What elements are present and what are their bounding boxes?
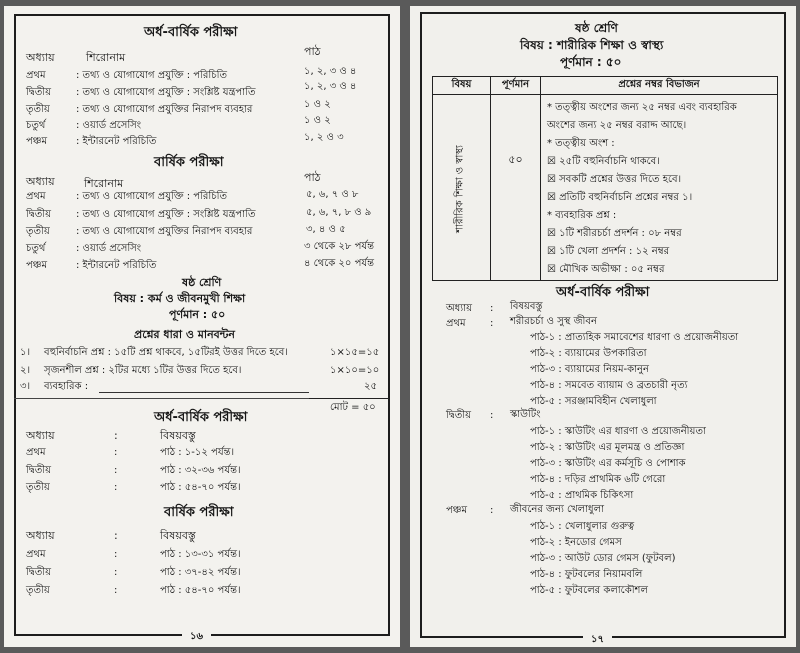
karmo-subject: বিষয় : কর্ম ও জীবনমুখী শিক্ষা — [114, 292, 246, 305]
an1-row-lesson: ৪ থেকে ২০ পর্যন্ত — [304, 258, 375, 269]
hy1-row-chapter: পঞ্চম — [26, 136, 48, 147]
ph-col-colon: : — [490, 303, 494, 314]
ph-lesson: পাঠ-৪ : সমবেত ব্যায়াম ও ব্রতচারী নৃত্য — [530, 380, 688, 391]
physical-full-marks: পূর্ণমান : ৫০ — [560, 55, 622, 69]
an2-row-colon: : — [114, 567, 118, 578]
an1-col-heading: শিরোনাম — [84, 177, 124, 190]
physical-class: ষষ্ঠ শ্রেণি — [575, 21, 618, 35]
distribution-line: ☒ ২৫টি বহুনির্বাচনি থাকবে। — [547, 156, 660, 167]
hy1-row-lesson: ১, ২, ৩ ও ৪ — [304, 81, 357, 92]
annual-2-title: বার্ষিক পরীক্ষা — [164, 505, 234, 520]
karmo-item-marks: ২৫ — [364, 381, 377, 392]
hy1-row-title: : তথ্য ও যোগাযোগ প্রযুক্তি : পরিচিতি — [76, 70, 228, 81]
ph-lesson: পাঠ-২ : স্কাউটিং এর মূলমন্ত্র ও প্রতিজ্ঞা — [530, 442, 685, 453]
an2-row-chapter: প্রথম — [26, 549, 46, 560]
hy1-col-lesson: পাঠ — [304, 45, 321, 58]
hy1-row-title: : ইন্টারনেট পরিচিতি — [76, 136, 157, 147]
ph-lesson: পাঠ-৩ : আউট ডোর গেমস (ফুটবল) — [530, 553, 676, 564]
distribution-line: ☒ সবকটি প্রশ্নের উত্তর দিতে হবে। — [547, 174, 682, 185]
karmo-full-marks: পূর্ণমান : ৫০ — [169, 308, 226, 321]
hy2-row-content: পাঠ : ৫৪-৭০ পর্যন্ত। — [160, 482, 241, 493]
hy2-row-content: পাঠ : ৩২-৩৬ পর্যন্ত। — [160, 465, 241, 476]
hy1-row-lesson: ১ ও ২ — [304, 99, 331, 110]
an1-row-lesson: ৫, ৬, ৭ ও ৮ — [306, 189, 359, 200]
physical-subject: বিষয় : শারীরিক শিক্ষা ও স্বাস্থ্য — [520, 38, 664, 52]
ph-lesson: পাঠ-৪ : দড়ির প্রাথমিক ৬টি গেরো — [530, 474, 666, 485]
ph-chapter-name: পঞ্চম — [446, 505, 468, 516]
ph-chapter-name: প্রথম — [446, 318, 466, 329]
hy2-row-colon: : — [114, 465, 118, 476]
ph-lesson: পাঠ-২ : ইনডোর গেমস — [530, 537, 622, 548]
right-page-number: ১৭ — [583, 632, 612, 647]
an2-row-chapter: তৃতীয় — [26, 585, 50, 596]
ph-lesson: পাঠ-১ : স্কাউটিং এর ধারণা ও প্রয়োজনীয়তা — [530, 426, 706, 437]
ph-lesson: পাঠ-১ : খেলাধুলার গুরুত্ব — [530, 521, 635, 532]
karmo-total: মোট = ৫০ — [330, 402, 376, 413]
ph-lesson: পাঠ-৩ : ব্যায়ামের নিয়ম-কানুন — [530, 364, 649, 375]
table-head-subject: বিষয় — [433, 77, 491, 95]
karmo-item-text: বহুনির্বাচনি প্রশ্ন : ১৫টি প্রশ্ন থাকবে, ১৫টিরই উত্তর দিতে হবে। — [44, 347, 288, 358]
distribution-line: * তত্ত্বীয় অংশের জন্য ২৫ নম্বর এবং ব্যবহারিক — [547, 102, 737, 113]
hy1-row-chapter: চতুর্থ — [26, 120, 46, 131]
an1-row-chapter: তৃতীয় — [26, 226, 50, 237]
hy2-row-chapter: দ্বিতীয় — [26, 465, 52, 476]
ph-lesson: পাঠ-৪ : ফুটবলের নিয়ামবলি — [530, 569, 643, 580]
half-yearly-2-title: অর্ধ-বার্ষিক পরীক্ষা — [154, 410, 248, 425]
ph-chapter-colon: : — [490, 410, 494, 421]
half-yearly-1-title: অর্ধ-বার্ষিক পরীক্ষা — [144, 25, 238, 40]
an2-col-colon: : — [114, 529, 118, 542]
an1-row-chapter: পঞ্চম — [26, 260, 48, 271]
distribution-line: * ব্যবহারিক প্রশ্ন : — [547, 210, 617, 221]
ph-lesson: পাঠ-৫ : সরঞ্জামবিহীন খেলাধুলা — [530, 396, 657, 407]
hy1-col-heading: শিরোনাম — [86, 51, 126, 64]
right-page — [410, 6, 796, 647]
hy2-row-chapter: প্রথম — [26, 447, 46, 458]
an2-col-content: বিষয়বস্তু — [160, 529, 196, 542]
hy1-col-chapter: অধ্যায় — [26, 51, 55, 64]
annual-1-title: বার্ষিক পরীক্ষা — [154, 155, 224, 170]
ph-chapter-title: শরীরচর্চা ও সুস্থ জীবন — [510, 316, 597, 327]
karmo-item-marks: ১×১৫=১৫ — [330, 347, 380, 358]
karmo-item-marks: ১×১০=১০ — [330, 365, 380, 376]
hy1-row-chapter: দ্বিতীয় — [26, 87, 52, 98]
ph-lesson: পাঠ-১ : প্রাত্যহিক সমাবেশের ধারণা ও প্রয়োজনীয়তা — [530, 332, 739, 343]
an1-row-title: : ইন্টারনেট পরিচিতি — [76, 260, 157, 271]
table-subject-cell — [433, 95, 491, 281]
ph-lesson: পাঠ-২ : ব্যায়ামের উপকারিতা — [530, 348, 647, 359]
an1-row-lesson: ৩ থেকে ২৮ পর্যন্ত — [304, 241, 375, 252]
total-divider — [309, 398, 389, 399]
karmo-item-no: ২। — [20, 365, 31, 376]
hy2-row-chapter: তৃতীয় — [26, 482, 50, 493]
an2-row-content: পাঠ : ৩৭-৪২ পর্যন্ত। — [160, 567, 241, 578]
hy1-row-title: : ওয়ার্ড প্রসেসিং — [76, 120, 142, 131]
karmo-distribution-title: প্রশ্নের ধারা ও মানবন্টন — [134, 328, 235, 341]
hy2-col-chapter: অধ্যায় — [26, 429, 55, 442]
table-head-distribution: প্রশ্নের নম্বর বিভাজন — [541, 77, 778, 95]
hy2-row-content: পাঠ : ১-১২ পর্যন্ত। — [160, 447, 235, 458]
an1-row-chapter: চতুর্থ — [26, 243, 46, 254]
an1-col-chapter: অধ্যায় — [26, 175, 55, 188]
section-divider — [14, 398, 309, 399]
distribution-line: ☒ মৌখিক অভীক্ষা : ০৫ নম্বর — [547, 264, 665, 275]
ph-lesson: পাঠ-৫ : ফুটবলের কলাকৌশল — [530, 585, 648, 596]
ph-lesson: পাঠ-৫ : প্রাথমিক চিকিৎসা — [530, 490, 634, 501]
an2-row-colon: : — [114, 585, 118, 596]
hy1-row-lesson: ১ ও ২ — [304, 115, 331, 126]
table-head-marks: পূর্ণমান — [491, 77, 541, 95]
left-page-number: ১৬ — [182, 629, 211, 646]
hy2-row-colon: : — [114, 482, 118, 493]
ph-chapter-colon: : — [490, 505, 494, 516]
table-distribution-cell — [541, 95, 778, 281]
an1-row-chapter: প্রথম — [26, 191, 46, 202]
hy1-row-lesson: ১, ২, ৩ ও ৪ — [304, 66, 357, 77]
hy2-row-colon: : — [114, 447, 118, 458]
an1-row-lesson: ৫, ৬, ৭, ৮ ও ৯ — [306, 207, 372, 218]
distribution-line: * তত্ত্বীয় অংশ : — [547, 138, 615, 149]
left-page — [4, 6, 400, 647]
hy2-col-colon: : — [114, 429, 118, 442]
an2-row-chapter: দ্বিতীয় — [26, 567, 52, 578]
ph-lesson: পাঠ-৩ : স্কাউটিং এর কর্মসূচি ও পোশাক — [530, 458, 686, 469]
an2-row-colon: : — [114, 549, 118, 560]
an2-row-content: পাঠ : ১৩-৩১ পর্যন্ত। — [160, 549, 241, 560]
practical-blank-line — [99, 392, 309, 393]
marks-distribution-table — [432, 76, 778, 281]
karmo-item-no: ১। — [20, 347, 31, 358]
distribution-line: ☒ ১টি খেলা প্রদর্শন : ১২ নম্বর — [547, 246, 670, 257]
ph-chapter-colon: : — [490, 318, 494, 329]
an1-row-title: : তথ্য ও যোগাযোগ প্রযুক্তি : সংশ্লিষ্ট যন্ত্রপাতি — [76, 209, 256, 220]
hy1-row-chapter: প্রথম — [26, 70, 46, 81]
table-marks-cell: ৫০ — [491, 95, 541, 281]
ph-chapter-title: জীবনের জন্য খেলাধুলা — [510, 504, 604, 515]
ph-chapter-title: স্কাউটিং — [510, 409, 541, 420]
distribution-line: অংশের জন্য ২৫ নম্বর বরাদ্দ আছে। — [547, 120, 687, 131]
hy1-row-lesson: ১, ২ ও ৩ — [304, 132, 344, 143]
an1-row-title: : ওয়ার্ড প্রসেসিং — [76, 243, 142, 254]
ph-col-content: বিষয়বস্তু — [510, 301, 543, 312]
distribution-line: ☒ ১টি শরীরচর্চা প্রদর্শন : ০৮ নম্বর — [547, 228, 682, 239]
hy1-row-title: : তথ্য ও যোগাযোগ প্রযুক্তির নিরাপদ ব্যবহার — [76, 104, 253, 115]
subject-vertical-text: শারীরিক শিক্ষা ও স্বাস্থ্য — [454, 145, 466, 233]
ph-chapter-name: দ্বিতীয় — [446, 410, 472, 421]
an1-row-chapter: দ্বিতীয় — [26, 209, 52, 220]
an1-col-lesson: পাঠ — [304, 171, 321, 184]
an2-col-chapter: অধ্যায় — [26, 529, 55, 542]
karmo-item-text: সৃজনশীল প্রশ্ন : ২টির মধ্যে ১টির উত্তর দিতে হবে। — [44, 365, 242, 376]
distribution-line: ☒ প্রতিটি বহুনির্বাচনি প্রশ্নের নম্বর ১। — [547, 192, 693, 203]
karmo-item-no: ৩। — [20, 381, 31, 392]
hy1-row-title: : তথ্য ও যোগাযোগ প্রযুক্তি : সংশ্লিষ্ট যন্ত্রপাতি — [76, 87, 256, 98]
karmo-class: ষষ্ঠ শ্রেণি — [182, 276, 222, 289]
physical-half-yearly-title: অর্ধ-বার্ষিক পরীক্ষা — [556, 285, 650, 300]
an1-row-lesson: ৩, ৪ ও ৫ — [306, 224, 346, 235]
hy1-row-chapter: তৃতীয় — [26, 104, 50, 115]
an1-row-title: : তথ্য ও যোগাযোগ প্রযুক্তি : পরিচিতি — [76, 191, 228, 202]
hy2-col-content: বিষয়বস্তু — [160, 429, 196, 442]
karmo-item-text: ব্যবহারিক : — [44, 381, 89, 392]
an2-row-content: পাঠ : ৫৪-৭০ পর্যন্ত। — [160, 585, 241, 596]
ph-col-chapter: অধ্যায় — [446, 303, 472, 314]
an1-row-title: : তথ্য ও যোগাযোগ প্রযুক্তির নিরাপদ ব্যবহার — [76, 226, 253, 237]
